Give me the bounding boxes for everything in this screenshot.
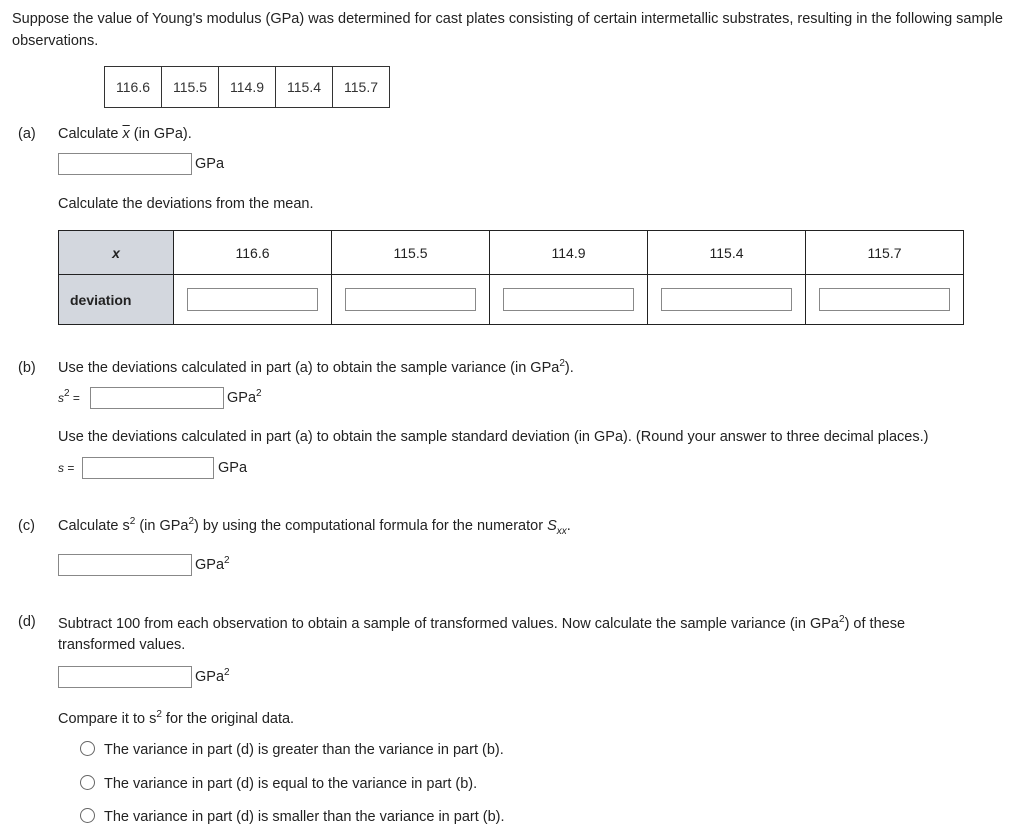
part-d-prompt — [58, 614, 1008, 656]
deviation-cell — [648, 275, 806, 325]
part-c-sup-2: 2 — [188, 516, 195, 527]
x-value-cell: 114.9 — [490, 231, 648, 275]
deviation-input[interactable] — [661, 288, 792, 311]
part-c-prompt-pre: Calculate s — [58, 518, 130, 534]
sup-2: 2 — [559, 358, 565, 369]
sd-prompt: Use the deviations calculated in part (a) to obtain the sample standard deviation (in GPa). (Round your answer to three decimal places.) — [58, 429, 929, 445]
option-equal-radio[interactable] — [80, 775, 95, 790]
variance-unit — [227, 390, 262, 406]
variance-prompt-pre: Use the deviations calculated in part (a) to obtain the sample variance (in GPa — [58, 360, 560, 376]
xbar-symbol: $\overline{x}$ — [122, 126, 130, 142]
part-c-prompt-mid: (in GPa — [135, 518, 189, 534]
x-value-cell: 115.4 — [648, 231, 806, 275]
x-value-cell: 115.5 — [332, 231, 490, 275]
compare-prompt — [58, 711, 294, 727]
observation-cell: 114.9 — [219, 67, 276, 108]
option-smaller-radio[interactable] — [80, 808, 95, 823]
option-greater-radio[interactable] — [80, 741, 95, 756]
problem-intro: Suppose the value of Young's modulus (GPa) was determined for cast plates consisting of certain intermetallic substrates, resulting in the following sample observations. — [12, 11, 1003, 49]
computational-variance-input[interactable] — [58, 554, 192, 576]
sxx-S: S — [547, 518, 557, 534]
deviation-input[interactable] — [503, 288, 634, 311]
sd-input[interactable] — [82, 457, 214, 479]
transformed-variance-unit — [195, 669, 230, 685]
s-equals: = — [64, 461, 75, 475]
variance-prompt-post: ). — [564, 360, 574, 376]
part-b-label: (b) — [18, 360, 36, 376]
x-value-cell: 116.6 — [174, 231, 332, 275]
observation-cell: 116.6 — [105, 67, 162, 108]
deviation-input[interactable] — [345, 288, 476, 311]
computational-variance-unit-sup: 2 — [224, 555, 230, 566]
transformed-variance-input[interactable] — [58, 666, 192, 688]
mean-unit: GPa — [195, 156, 225, 172]
part-c-prompt-mid2: ) by using the computational formula for the numerator — [194, 518, 548, 534]
part-a-prompt-pre: Calculate — [58, 126, 123, 142]
part-d-label: (d) — [18, 614, 36, 630]
mean-input[interactable] — [58, 153, 192, 175]
part-d-line2: transformed values. — [58, 637, 186, 653]
x-header-label: x — [112, 244, 120, 261]
observation-cell: 115.5 — [162, 67, 219, 108]
s-label — [58, 461, 74, 475]
deviation-table — [58, 230, 964, 325]
computational-variance-unit — [195, 557, 230, 573]
part-d-line1-post: ) of these — [844, 616, 906, 632]
part-c-sup-1: 2 — [129, 516, 136, 527]
part-a-prompt-post: (in GPa). — [129, 126, 192, 142]
deviation-input[interactable] — [187, 288, 318, 311]
compare-sup: 2 — [156, 709, 162, 720]
variance-unit-sup: 2 — [256, 388, 262, 399]
deviation-cell — [490, 275, 648, 325]
x-value-cell: 115.7 — [806, 231, 964, 275]
deviations-prompt: Calculate the deviations from the mean. — [58, 196, 314, 212]
observations-table — [104, 66, 390, 108]
part-d-sup: 2 — [839, 614, 845, 625]
part-a-prompt — [58, 126, 192, 142]
variance-prompt — [58, 360, 574, 376]
part-c-period: . — [566, 518, 571, 534]
part-a-label: (a) — [18, 126, 36, 142]
deviation-cell — [806, 275, 964, 325]
option-equal-label[interactable]: The variance in part (d) is equal to the variance in part (b). — [104, 776, 478, 792]
part-d-line1-pre: Subtract 100 from each observation to obtain a sample of transformed values. Now calculate the sample variance (in GPa — [58, 616, 839, 632]
variance-input[interactable] — [90, 387, 224, 409]
sxx-sub: xx — [556, 526, 567, 537]
option-smaller-label[interactable]: The variance in part (d) is smaller than the variance in part (b). — [104, 809, 505, 825]
s2-letter: s — [58, 391, 64, 405]
deviation-cell — [174, 275, 332, 325]
transformed-variance-unit-sup: 2 — [224, 667, 230, 678]
s2-label — [58, 388, 80, 405]
part-c-prompt — [58, 516, 571, 537]
deviation-cell — [332, 275, 490, 325]
option-greater-label[interactable]: The variance in part (d) is greater than the variance in part (b). — [104, 742, 504, 758]
compare-post: for the original data. — [161, 711, 295, 727]
computational-variance-unit-gpa: GPa — [195, 557, 225, 573]
x-header — [59, 231, 174, 275]
variance-unit-gpa: GPa — [227, 390, 257, 406]
s2-equals: = — [69, 391, 80, 405]
sd-unit: GPa — [218, 460, 248, 476]
compare-pre: Compare it to s — [58, 711, 157, 727]
s-letter: s — [58, 461, 64, 475]
s2-sup: 2 — [64, 388, 70, 399]
deviation-header: deviation — [59, 275, 174, 325]
transformed-variance-unit-gpa: GPa — [195, 669, 225, 685]
deviation-input[interactable] — [819, 288, 950, 311]
part-c-label: (c) — [18, 518, 35, 534]
observation-cell: 115.4 — [276, 67, 333, 108]
observation-cell: 115.7 — [333, 67, 390, 108]
